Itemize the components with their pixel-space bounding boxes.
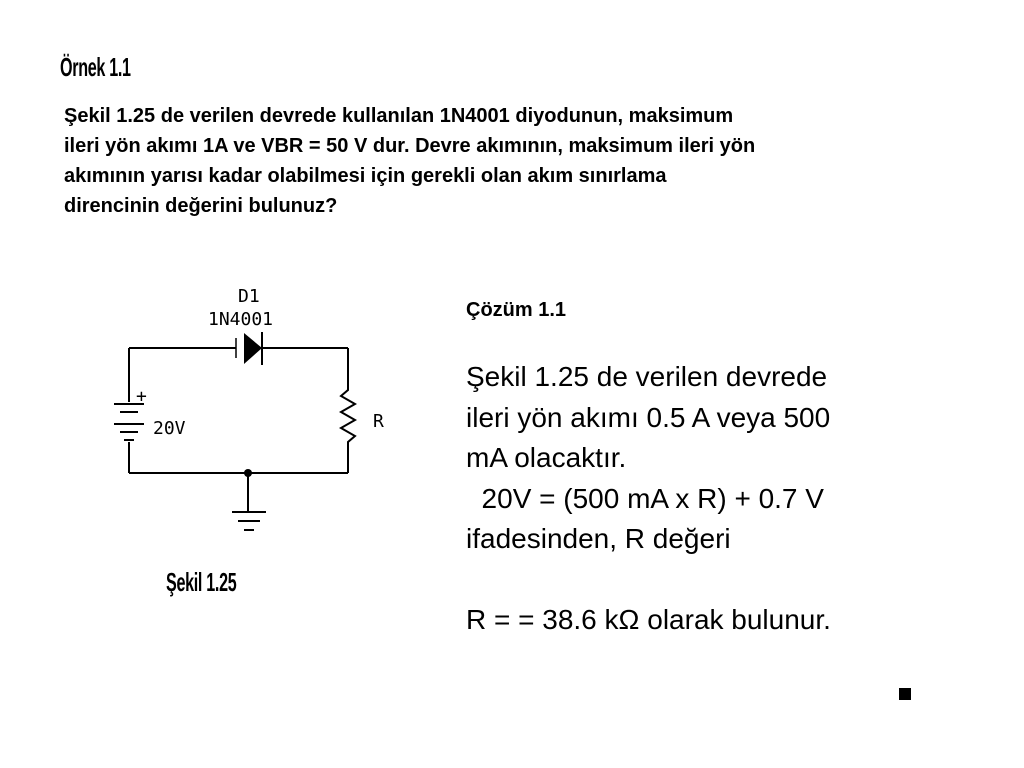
problem-line: Şekil 1.25 de verilen devrede kullanılan 1N4001 diyodunun, maksimum [64, 105, 734, 127]
end-bullet [899, 688, 911, 700]
solution-line: 20V = (500 mA x R) + 0.7 V [466, 482, 824, 514]
problem-line: ileri yön akımı 1A ve VBR = 50 V dur. Devre akımının, maksimum ileri yön [64, 135, 756, 157]
solution-line: R = = 38.6 kΩ olarak bulunur. [466, 604, 831, 635]
source-value-label: 20V [153, 418, 186, 439]
slide-title: Örnek 1.1 [60, 52, 131, 82]
diode-part-label: 1N4001 [208, 309, 274, 330]
solution-title: Çözüm 1.1 [466, 299, 567, 321]
junction-dot [244, 469, 252, 477]
problem-line: direncinin değerini bulunuz? [64, 195, 338, 217]
problem-statement [64, 101, 964, 221]
problem-line: akımının yarısı kadar olabilmesi için gerekli olan akım sınırlama [64, 165, 667, 187]
resistor-label: R [373, 411, 384, 432]
solution-line: Şekil 1.25 de verilen devrede [466, 361, 828, 392]
figure-caption: Şekil 1.25 [166, 567, 237, 597]
solution-line: ifadesinden, R değeri [466, 523, 731, 554]
solution-text [466, 357, 936, 641]
solution-line: ileri yön akımı 0.5 A veya 500 [466, 401, 831, 433]
battery-plus-label: + [136, 386, 147, 407]
diode-ref-label: D1 [238, 286, 260, 307]
resistor-symbol [341, 380, 355, 450]
solution-line: mA olacaktır. [466, 442, 627, 473]
solution-line [466, 560, 936, 601]
circuit-diagram [100, 280, 430, 540]
diode-symbol [236, 332, 262, 365]
